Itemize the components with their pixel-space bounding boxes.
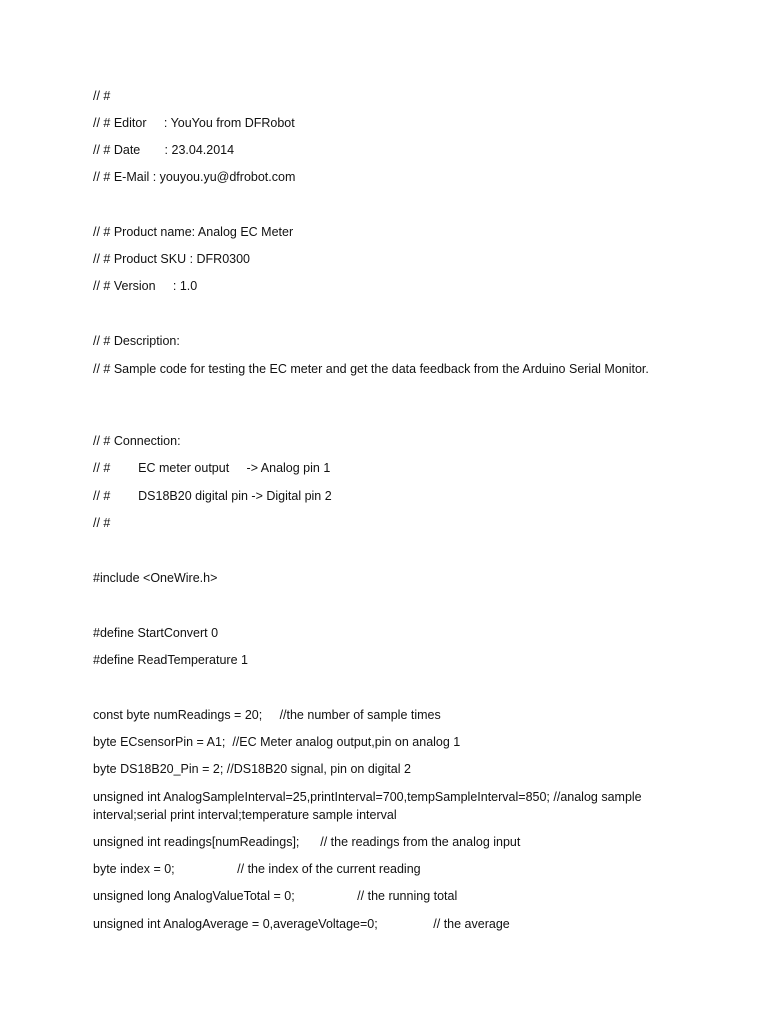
comment-line-description-heading: // # Description: (93, 334, 180, 348)
define-start-convert: #define StartConvert 0 (93, 626, 219, 640)
comment-line-hash: // # (93, 89, 111, 103)
code-line-num-readings: const byte numReadings = 20; //the number of sample times (93, 708, 441, 722)
code-line-analog-average: unsigned int AnalogAverage = 0,averageVoltage=0; // the average (93, 917, 510, 931)
code-line-analog-total: unsigned long AnalogValueTotal = 0; // the running total (93, 889, 458, 903)
define-read-temperature: #define ReadTemperature 1 (93, 653, 248, 667)
code-line-readings-array: unsigned int readings[numReadings]; // the readings from the analog input (93, 835, 521, 849)
comment-line-hash-end: // # (93, 516, 111, 530)
comment-line-ds18b20-pin: // # DS18B20 digital pin -> Digital pin 2 (93, 489, 332, 503)
comment-line-email: // # E-Mail : youyou.yu@dfrobot.com (93, 170, 296, 184)
comment-line-ec-meter-output: // # EC meter output -> Analog pin 1 (93, 461, 331, 475)
comment-line-date: // # Date : 23.04.2014 (93, 143, 235, 157)
comment-line-description-text: // # Sample code for testing the EC meter and get the data feedback from the Arduino Serial Monitor. (93, 362, 649, 376)
code-line-ec-sensor-pin: byte ECsensorPin = A1; //EC Meter analog output,pin on analog 1 (93, 735, 461, 749)
comment-line-editor: // # Editor : YouYou from DFRobot (93, 116, 295, 130)
comment-line-product-sku: // # Product SKU : DFR0300 (93, 252, 251, 266)
comment-line-product-name: // # Product name: Analog EC Meter (93, 225, 294, 239)
include-line: #include <OneWire.h> (93, 571, 218, 585)
code-line-intervals: unsigned int AnalogSampleInterval=25,printInterval=700,tempSampleInterval=850; //analog sample interval;serial print interval;temperature sample interval (93, 790, 642, 822)
comment-line-version: // # Version : 1.0 (93, 279, 198, 293)
comment-line-connection-heading: // # Connection: (93, 434, 181, 448)
code-line-index: byte index = 0; // the index of the current reading (93, 862, 421, 876)
code-line-ds18b20-pin: byte DS18B20_Pin = 2; //DS18B20 signal, pin on digital 2 (93, 762, 411, 776)
